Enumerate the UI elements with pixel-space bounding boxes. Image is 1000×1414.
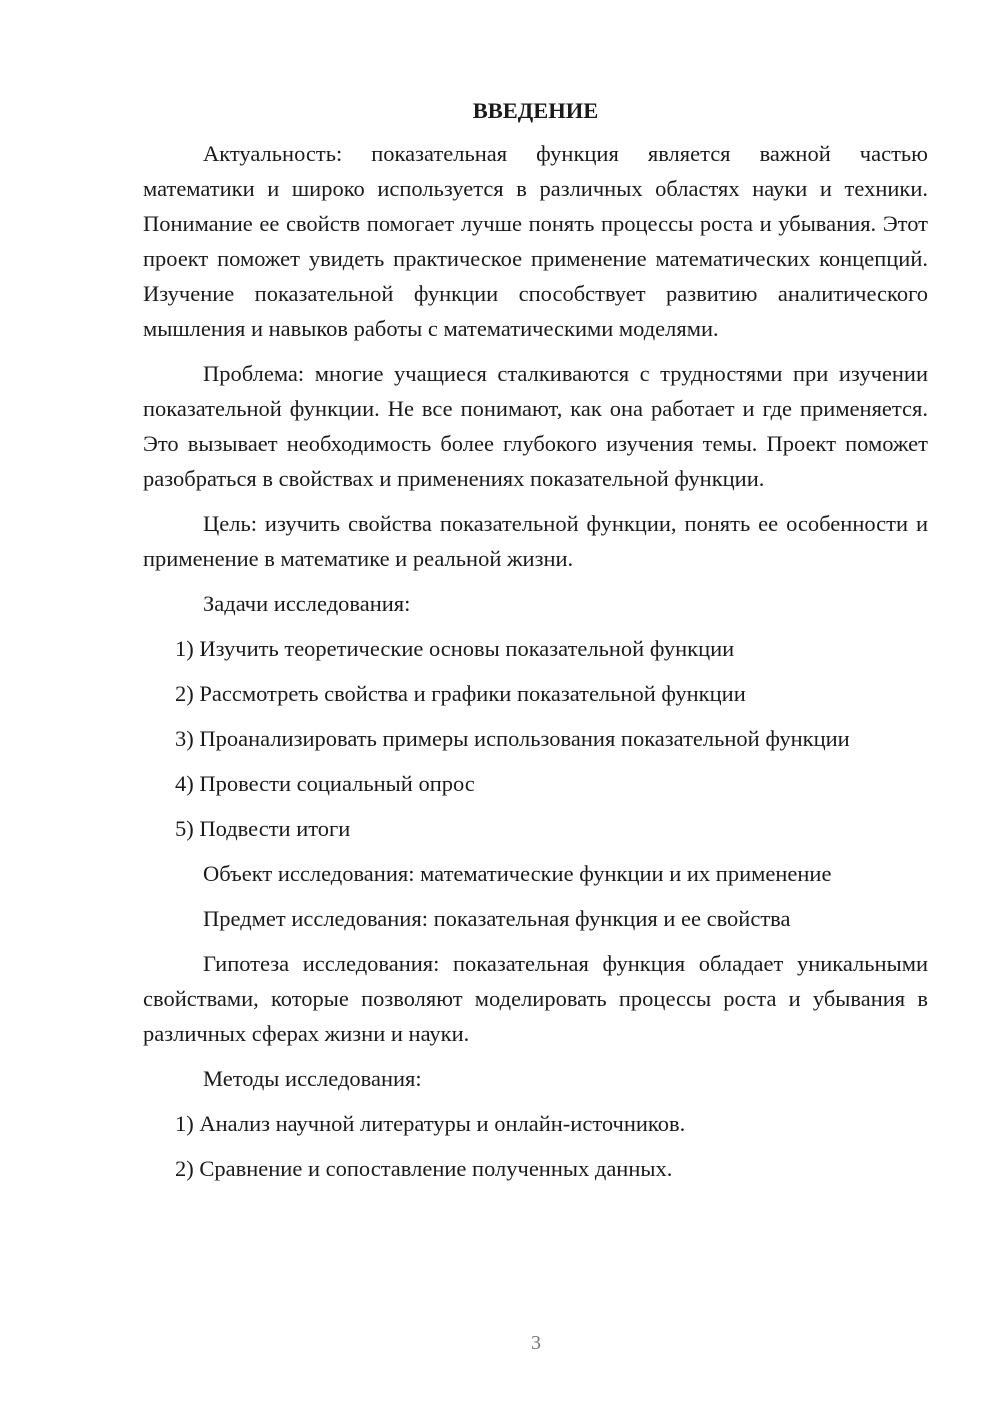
- relevance-paragraph: Актуальность: показательная функция является важной частью математики и широко используется в различных областях науки и техники. Понимание ее свойств помогает лучше понять процессы роста и убывания. Этот проект поможет увидеть практическое применение математических концепций. Изучение показательной функции способствует развитию аналитического мышления и навыков работы с математическими моделями.: [143, 141, 928, 341]
- task-item-4: 4) Провести социальный опрос: [175, 771, 475, 796]
- problem-paragraph: Проблема: многие учащиеся сталкиваются с трудностями при изучении показательной функции. Не все понимают, как она работает и где применяется. Это вызывает необходимость более глубокого изучения темы. Проект поможет разобраться в свойствах и применениях показательной функции.: [143, 361, 928, 491]
- goal-paragraph: Цель: изучить свойства показательной функции, понять ее особенности и применение в математике и реальной жизни.: [143, 511, 928, 571]
- task-item-1: 1) Изучить теоретические основы показательной функции: [175, 636, 735, 661]
- method-item-1: 1) Анализ научной литературы и онлайн-источников.: [175, 1111, 686, 1136]
- page-number: 3: [531, 1332, 541, 1354]
- subject-paragraph: Предмет исследования: показательная функция и ее свойства: [203, 906, 791, 931]
- task-item-2: 2) Рассмотреть свойства и графики показательной функции: [175, 681, 746, 706]
- methods-heading: Методы исследования:: [203, 1066, 422, 1091]
- page-title: ВВЕДЕНИЕ: [472, 98, 599, 123]
- hypothesis-paragraph: Гипотеза исследования: показательная функция обладает уникальными свойствами, которые позволяют моделировать процессы роста и убывания в различных сферах жизни и науки.: [143, 951, 928, 1046]
- object-paragraph: Объект исследования: математические функции и их применение: [203, 861, 832, 886]
- task-item-5: 5) Подвести итоги: [175, 816, 351, 841]
- tasks-heading: Задачи исследования:: [203, 591, 411, 616]
- document-page: [143, 96, 928, 1196]
- task-item-3: 3) Проанализировать примеры использования показательной функции: [175, 726, 850, 751]
- method-item-2: 2) Сравнение и сопоставление полученных данных.: [175, 1156, 673, 1181]
